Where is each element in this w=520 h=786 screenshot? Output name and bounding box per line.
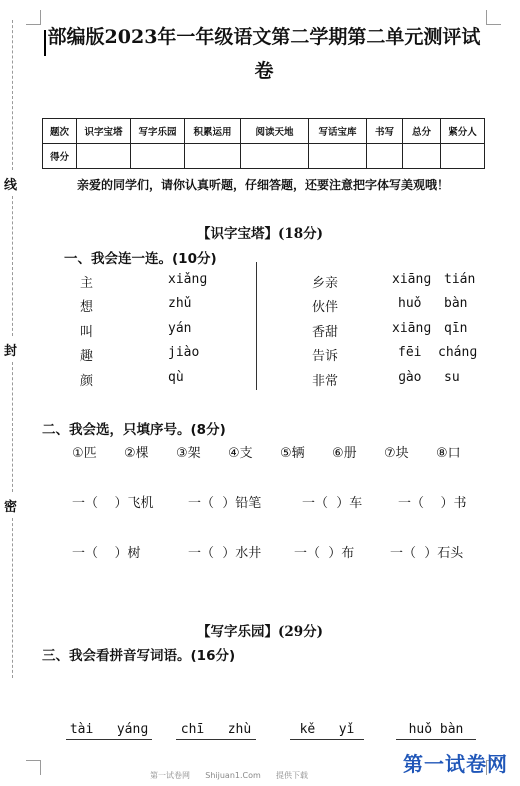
score-header-cell: 识字宝塔 [77,119,131,144]
match-word: 非常 [312,374,339,389]
match-pinyin: qīn [444,321,468,336]
measure-word-option: ③架 [176,446,201,461]
pinyin-word-prompt[interactable]: chī zhù [176,722,256,740]
match-char: 想 [80,300,94,315]
question-3-title: 三、我会看拼音写词语。(16分) [42,648,236,664]
score-header-cell: 阅读天地 [241,119,309,144]
match-pinyin: xiānɡ [392,321,432,336]
sidebar-mark-secret: 密 [4,500,18,515]
match-char: 颜 [80,374,94,389]
match-word: 乡亲 [312,276,339,291]
score-table-score-row [43,144,485,169]
pinyin-word-prompt[interactable]: huǒ bàn [396,722,476,740]
fill-blank-item[interactable]: 一（ ）布 [294,546,355,561]
pinyin-word-prompt[interactable]: tài yánɡ [66,722,152,740]
instructions-notice: 亲爱的同学们，请你认真听题，仔细答题，还要注意把字体写美观哦！ [76,178,449,192]
measure-word-option: ⑥册 [332,446,357,461]
score-cell[interactable] [77,144,131,169]
page-footer: 第一试卷网 Shijuan1.Com 提供下载 [150,771,309,780]
measure-word-option: ②棵 [124,446,149,461]
section-heading-literacy: 【识字宝塔】(18分) [196,226,324,242]
title-line-2: 卷 [254,60,274,82]
score-cell[interactable] [185,144,241,169]
score-table [42,118,485,169]
fill-blank-item[interactable]: 一（ ）树 [72,546,141,561]
measure-word-option: ⑤辆 [280,446,305,461]
match-char: 趣 [80,349,94,364]
score-cell[interactable] [441,144,485,169]
pinyin-word-prompt[interactable]: kě yǐ [290,722,364,740]
score-header-cell: 书写 [367,119,403,144]
fill-blank-item[interactable]: 一（ ）水井 [188,546,262,561]
text-cursor [44,30,46,56]
score-cell[interactable] [241,144,309,169]
fill-blank-item[interactable]: 一（ ）石头 [390,546,464,561]
match-pinyin: qù [168,370,184,385]
score-header-cell: 写字乐园 [131,119,185,144]
match-word: 告诉 [312,349,339,364]
match-pinyin: su [444,370,460,385]
sidebar-mark-line: 线 [4,178,18,193]
score-row-label: 得分 [43,144,77,169]
match-pinyin: chánɡ [438,345,478,360]
section-heading-writing: 【写字乐园】(29分) [196,624,324,640]
question-2-title: 二、我会选，只填序号。(8分) [42,422,226,438]
match-pinyin: tián [444,272,476,287]
match-pinyin: ɡào [398,370,422,385]
match-pinyin: yán [168,321,192,336]
matching-divider [256,262,257,390]
score-header-cell: 写话宝库 [309,119,367,144]
match-char: 主 [80,276,94,291]
match-char: 叫 [80,325,94,340]
measure-word-option: ④支 [228,446,253,461]
match-pinyin: xiānɡ [392,272,432,287]
match-pinyin: huǒ [398,296,422,311]
score-table-header-row [43,119,485,144]
title-line-1: 部编版2023年一年级语文第二学期第二单元测评试 [47,26,481,48]
match-pinyin: zhǔ [168,296,192,311]
score-header-cell: 总分 [403,119,441,144]
fill-blank-item[interactable]: 一（ ）飞机 [72,496,154,511]
measure-word-option: ⑦块 [384,446,409,461]
match-word: 香甜 [312,325,339,340]
match-pinyin: bàn [444,296,468,311]
page-title [44,20,484,88]
question-1-title: 一、我会连一连。(10分) [64,251,217,267]
score-header-cell: 积累运用 [185,119,241,144]
fill-blank-item[interactable]: 一（ ）书 [398,496,467,511]
measure-word-option: ⑧口 [436,446,461,461]
match-pinyin: fēi [398,345,422,360]
score-header-cell: 紧分人 [441,119,485,144]
score-cell[interactable] [131,144,185,169]
binding-sidebar [0,0,30,786]
fill-blank-item[interactable]: 一（ ）车 [302,496,363,511]
site-watermark: 第一试卷网 [403,752,508,776]
crop-mark-top-right [486,10,501,25]
match-pinyin: xiǎnɡ [168,272,208,287]
score-cell[interactable] [367,144,403,169]
match-word: 伙伴 [312,300,339,315]
measure-word-option: ①匹 [72,446,97,461]
fill-blank-item[interactable]: 一（ ）铅笔 [188,496,262,511]
score-cell[interactable] [309,144,367,169]
score-header-cell: 题次 [43,119,77,144]
sidebar-mark-seal: 封 [4,344,18,359]
match-pinyin: jiào [168,345,200,360]
score-cell[interactable] [403,144,441,169]
